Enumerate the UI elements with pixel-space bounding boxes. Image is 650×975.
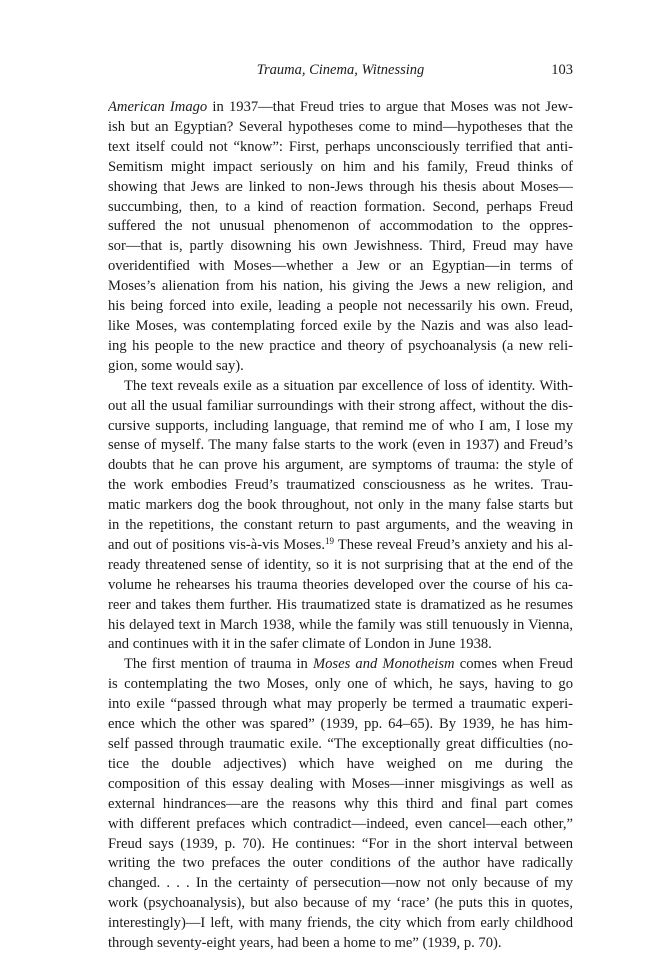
text-segment: ish but an Egyptian? Several hypotheses come to mind—hypotheses that the xyxy=(108,118,573,135)
text-segment: his being forced into exile, leading a people not necessarily his own. Freud, xyxy=(108,298,573,315)
text-segment: The text reveals exile as a situation par excellence of loss of identity. With- xyxy=(124,377,573,394)
text-segment: comes when Freud xyxy=(454,656,573,673)
text-line xyxy=(108,98,573,118)
text-line xyxy=(108,317,573,337)
text-line xyxy=(108,397,573,417)
text-segment: in the repetitions, the constant return to past arguments, and the weaving in xyxy=(108,517,573,534)
text-line xyxy=(108,178,573,198)
text-segment: is contemplating the two Moses, only one of which, he says, having to go xyxy=(108,676,573,693)
text-line xyxy=(108,377,573,397)
text-line xyxy=(108,934,573,954)
text-segment: into exile “passed through what may properly be termed a traumatic experi- xyxy=(108,696,573,713)
text-line xyxy=(108,456,573,476)
text-segment: doubts that he can prove his argument, are symptoms of trauma: the style of xyxy=(108,457,573,474)
text-line xyxy=(108,118,573,138)
text-segment: These reveal Freud’s anxiety and his al- xyxy=(334,536,573,553)
text-segment: in 1937—that Freud tries to argue that Moses was not Jew- xyxy=(207,99,573,115)
text-segment: self passed through traumatic exile. “The exceptionally great difficulties (no- xyxy=(108,736,573,752)
paragraph xyxy=(108,98,573,377)
text-line xyxy=(108,914,573,934)
text-line xyxy=(108,257,573,277)
text-segment: work (psychoanalysis), but also because of my ‘race’ (he puts this in quotes, xyxy=(108,895,573,912)
text-segment: sor—that is, partly disowning his own Jewishness. Third, Freud may have xyxy=(108,238,573,255)
text-segment: ready threatened sense of identity, so it is not surprising that at the end of the xyxy=(108,556,573,573)
text-segment: suffered the not unusual phenomenon of accommodation to the oppres- xyxy=(108,218,573,235)
text-segment: reer and takes them further. His traumatized state is dramatized as he resumes xyxy=(108,596,573,613)
text-line xyxy=(108,596,573,616)
italic-title: American Imago xyxy=(108,99,208,115)
text-line xyxy=(108,715,573,735)
text-line xyxy=(108,138,573,158)
text-line xyxy=(108,835,573,855)
paragraph xyxy=(108,377,573,656)
text-line xyxy=(108,237,573,257)
text-segment: Freud says (1939, p. 70). He continues: “For in the short interval between xyxy=(108,835,573,852)
text-segment: sense of myself. The many false starts to the work (even in 1937) and Freud’s xyxy=(108,437,573,454)
text-segment: the work embodies Freud’s traumatized consciousness as he writes. Trau- xyxy=(108,477,573,494)
text-segment: like Moses, was contemplating forced exile by the Nazis and was also lead- xyxy=(108,317,573,334)
text-segment: out all the usual familiar surroundings with their strong affect, without the dis- xyxy=(108,397,573,414)
text-segment: text itself could not “know”: First, perhaps unconsciously terrified that anti- xyxy=(108,138,573,155)
text-segment: ence which the other was spared” (1939, pp. 64–65). By 1939, he has him- xyxy=(108,716,573,733)
text-segment: Moses’s alienation from his nation, his giving the Jews a new religion, and xyxy=(108,278,573,295)
text-line xyxy=(108,735,573,755)
text-segment: cursive supports, including language, that remind me of who I am, I lose my xyxy=(108,417,573,434)
body-text xyxy=(108,98,573,954)
text-line xyxy=(108,357,573,377)
text-line xyxy=(108,536,573,556)
text-segment: overidentified with Moses—whether a Jew or an Egyptian—in terms of xyxy=(108,258,573,275)
running-head xyxy=(108,62,573,82)
text-segment: showing that Jews are linked to non-Jews through his thesis about Moses— xyxy=(108,178,573,195)
text-line xyxy=(108,217,573,237)
text-line xyxy=(108,476,573,496)
text-line xyxy=(108,158,573,178)
text-line xyxy=(108,755,573,775)
text-segment: tice the double adjectives) which have weighed on me during the xyxy=(108,755,573,772)
text-line xyxy=(108,635,573,655)
text-line xyxy=(108,198,573,218)
text-segment: through seventy-eight years, had been a home to me” (1939, p. 70). xyxy=(108,935,502,952)
text-segment: succumbing, then, to a kind of reaction formation. Second, perhaps Freud xyxy=(108,198,573,215)
text-line xyxy=(108,854,573,874)
text-line xyxy=(108,297,573,317)
text-line xyxy=(108,277,573,297)
text-segment: gion, some would say). xyxy=(108,357,244,374)
text-line xyxy=(108,436,573,456)
text-line xyxy=(108,695,573,715)
text-line xyxy=(108,874,573,894)
text-line xyxy=(108,675,573,695)
text-line xyxy=(108,655,573,675)
text-segment: matic markers dog the book throughout, not only in the many false starts but xyxy=(108,497,573,514)
text-line xyxy=(108,894,573,914)
text-segment: with different prefaces which contradict—indeed, even cancel—each other,” xyxy=(108,815,573,832)
text-line xyxy=(108,576,573,596)
text-segment: interestingly)—I left, with many friends, the city which from early childhood xyxy=(108,915,573,932)
page-number: 103 xyxy=(551,62,573,78)
text-segment: Semitism might impact seriously on him and his family, Freud thinks of xyxy=(108,158,573,175)
text-segment: composition of this essay dealing with Moses—inner misgivings as well as xyxy=(108,775,573,792)
paragraph xyxy=(108,655,573,954)
text-line xyxy=(108,337,573,357)
italic-title: Moses and Monotheism xyxy=(312,656,455,673)
text-segment: his delayed text in March 1938, while the family was still tenuously in Vienna, xyxy=(108,616,573,633)
text-segment: The first mention of trauma in xyxy=(124,656,313,673)
text-segment: ing his people to the new practice and theory of psychoanalysis (a new reli- xyxy=(108,337,573,354)
text-segment: volume he rehearses his trauma theories developed over the course of his ca- xyxy=(108,576,573,593)
text-line xyxy=(108,815,573,835)
text-segment: changed. . . . In the certainty of persecution—now not only because of my xyxy=(108,875,573,892)
text-segment: and continues with it in the safer climate of London in June 1938. xyxy=(108,636,492,653)
text-line xyxy=(108,516,573,536)
text-segment: writing the two prefaces the outer conditions of the author have radically xyxy=(108,855,573,872)
text-line xyxy=(108,417,573,437)
text-segment: and out of positions vis-à-vis Moses. xyxy=(108,536,325,553)
running-title: Trauma, Cinema, Witnessing xyxy=(256,62,425,78)
footnote-marker: 19 xyxy=(325,535,334,546)
text-line xyxy=(108,616,573,636)
text-line xyxy=(108,795,573,815)
text-line xyxy=(108,496,573,516)
text-line xyxy=(108,556,573,576)
text-line xyxy=(108,775,573,795)
text-segment: external hindrances—are the reasons why this third and final part comes xyxy=(108,795,573,812)
